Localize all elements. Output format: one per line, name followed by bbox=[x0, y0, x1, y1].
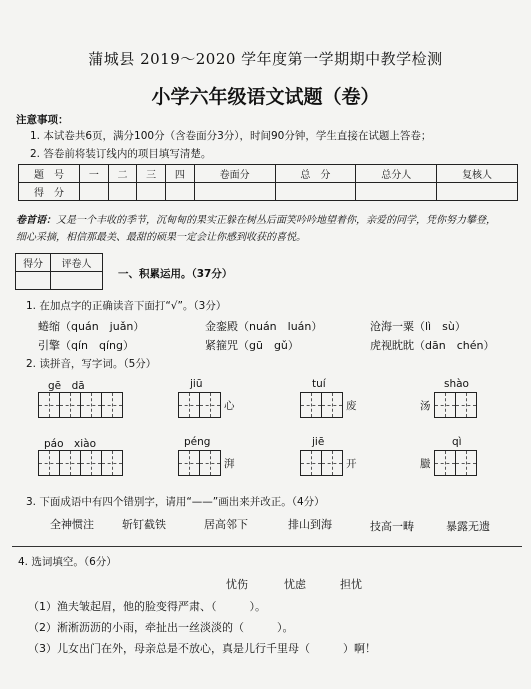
score-header-cell: 四 bbox=[166, 165, 195, 183]
q2-char-box[interactable] bbox=[38, 392, 60, 418]
score-cell[interactable] bbox=[137, 183, 166, 201]
q2-pinyin-8: qì bbox=[452, 436, 462, 448]
grader-table bbox=[15, 253, 103, 290]
score-row-label: 得 分 bbox=[19, 183, 80, 201]
q2-pinyin-5: páo xiào bbox=[44, 438, 97, 450]
q2-char-box[interactable] bbox=[80, 392, 102, 418]
q3-prompt: 3. 下面成语中有四个错别字，请用“——”画出来并改正。（4分） bbox=[26, 496, 325, 508]
q2-char-box[interactable] bbox=[321, 450, 343, 476]
q2-char-box[interactable] bbox=[59, 450, 81, 476]
q2-prefix-4: 汤 bbox=[420, 400, 431, 412]
q2-suffix-3: 废 bbox=[346, 400, 357, 412]
q2-suffix-7: 开 bbox=[346, 458, 357, 470]
q3-word-4[interactable]: 排山到海 bbox=[288, 518, 332, 531]
q4-sentence-2[interactable]: （2）淅淅沥沥的小雨，牵扯出一丝淡淡的（ ）。 bbox=[28, 621, 294, 634]
q2-pinyin-2: jiū bbox=[190, 378, 203, 390]
q2-char-box[interactable] bbox=[455, 392, 477, 418]
q3-word-2[interactable]: 斩钉截铁 bbox=[122, 518, 166, 531]
q2-char-box[interactable] bbox=[178, 450, 200, 476]
q2-pinyin-3: tuí bbox=[312, 378, 326, 390]
q2-char-box[interactable] bbox=[59, 392, 81, 418]
q3-word-5[interactable]: 技高一畴 bbox=[370, 520, 414, 533]
exam-subtitle: 小学六年级语文试题（卷） bbox=[151, 86, 380, 108]
q1-item-2[interactable]: 金銮殿（nuán luán） bbox=[205, 320, 323, 333]
notes-heading: 注意事项： bbox=[16, 114, 69, 126]
q2-char-box[interactable] bbox=[101, 392, 123, 418]
notes-item-1: 1. 本试卷共6页，满分100分（含卷面分3分），时间90分钟，学生直接在试题上答卷； bbox=[30, 130, 432, 142]
score-table-header-row bbox=[19, 165, 518, 183]
q2-char-box[interactable] bbox=[199, 450, 221, 476]
section-divider bbox=[12, 546, 522, 547]
q2-char-box[interactable] bbox=[434, 450, 456, 476]
q2-suffix-2: 心 bbox=[224, 400, 235, 412]
q1-prompt: 1. 在加点字的正确读音下面打“√”。（3分） bbox=[26, 300, 227, 312]
q4-option-3: 担忧 bbox=[340, 578, 362, 591]
q2-pinyin-1: gē dā bbox=[48, 380, 85, 392]
q2-char-box[interactable] bbox=[38, 450, 60, 476]
score-header-cell: 三 bbox=[137, 165, 166, 183]
score-header-cell: 复核人 bbox=[437, 165, 518, 183]
score-header-cell: 二 bbox=[108, 165, 137, 183]
score-table bbox=[18, 164, 518, 201]
q4-prompt: 4. 选词填空。（6分） bbox=[18, 556, 117, 568]
score-cell[interactable] bbox=[194, 183, 275, 201]
grader-name-cell[interactable] bbox=[51, 272, 103, 290]
score-cell[interactable] bbox=[80, 183, 109, 201]
q2-char-box[interactable] bbox=[300, 450, 322, 476]
score-header-cell: 一 bbox=[80, 165, 109, 183]
q2-prefix-8: 臌 bbox=[420, 458, 431, 470]
score-cell[interactable] bbox=[166, 183, 195, 201]
score-cell[interactable] bbox=[356, 183, 437, 201]
preface bbox=[16, 212, 521, 246]
q4-option-2: 忧虑 bbox=[284, 578, 306, 591]
q1-item-1[interactable]: 蜷缩（quán juǎn） bbox=[38, 320, 145, 333]
q2-pinyin-4: shào bbox=[444, 378, 469, 390]
q4-option-1: 忧伤 bbox=[226, 578, 248, 591]
q2-char-box[interactable] bbox=[455, 450, 477, 476]
q1-item-6[interactable]: 虎视眈眈（dān chén） bbox=[370, 339, 495, 352]
q2-char-box[interactable] bbox=[434, 392, 456, 418]
score-table-score-row bbox=[19, 183, 518, 201]
section1-title: 一、积累运用。（37分） bbox=[118, 268, 233, 280]
q2-prompt: 2. 读拼音，写字词。（5分） bbox=[26, 358, 157, 370]
q2-char-box[interactable] bbox=[199, 392, 221, 418]
grader-score-cell[interactable] bbox=[16, 272, 51, 290]
score-cell[interactable] bbox=[108, 183, 137, 201]
score-header-cell: 卷面分 bbox=[194, 165, 275, 183]
q2-pinyin-6: péng bbox=[184, 436, 211, 448]
q2-suffix-6: 湃 bbox=[224, 458, 235, 470]
notes-item-2: 2. 答卷前将装订线内的项目填写清楚。 bbox=[30, 148, 212, 160]
q3-word-1[interactable]: 全神惯注 bbox=[50, 518, 94, 531]
preface-text-2: 细心采摘，相信那最美、最甜的硕果一定会让你感到收获的喜悦。 bbox=[16, 232, 306, 243]
grader-name-label: 评卷人 bbox=[51, 254, 103, 272]
score-cell[interactable] bbox=[275, 183, 356, 201]
score-header-cell: 总 分 bbox=[275, 165, 356, 183]
q1-item-4[interactable]: 引擎（qín qíng） bbox=[38, 339, 135, 352]
q2-pinyin-7: jiē bbox=[312, 436, 325, 448]
score-header-cell: 题 号 bbox=[19, 165, 80, 183]
preface-label: 卷首语： bbox=[16, 215, 56, 226]
q3-word-3[interactable]: 居高邻下 bbox=[204, 518, 248, 531]
grader-score-label: 得分 bbox=[16, 254, 51, 272]
exam-header-title: 蒲城县 2019～2020 学年度第一学期期中教学检测 bbox=[88, 50, 443, 68]
q2-char-box[interactable] bbox=[178, 392, 200, 418]
q4-sentence-3[interactable]: （3）儿女出门在外，母亲总是不放心，真是儿行千里母（ ）啊！ bbox=[28, 642, 376, 655]
q3-word-6[interactable]: 暴露无遗 bbox=[446, 520, 490, 533]
score-header-cell: 总分人 bbox=[356, 165, 437, 183]
q1-item-5[interactable]: 紧箍咒（gū gǔ） bbox=[205, 339, 299, 352]
q2-char-box[interactable] bbox=[300, 392, 322, 418]
q1-item-3[interactable]: 沧海一粟（lì sù） bbox=[370, 320, 466, 333]
preface-text-1: 又是一个丰收的季节，沉甸甸的果实正躲在树丛后面笑吟吟地望着你，亲爱的同学，凭你努力攀登， bbox=[56, 215, 496, 226]
q2-char-box[interactable] bbox=[321, 392, 343, 418]
q2-char-box[interactable] bbox=[101, 450, 123, 476]
q4-sentence-1[interactable]: （1）渔夫皱起眉，他的脸变得严肃、（ ）。 bbox=[28, 600, 266, 613]
score-cell[interactable] bbox=[437, 183, 518, 201]
q2-char-box[interactable] bbox=[80, 450, 102, 476]
